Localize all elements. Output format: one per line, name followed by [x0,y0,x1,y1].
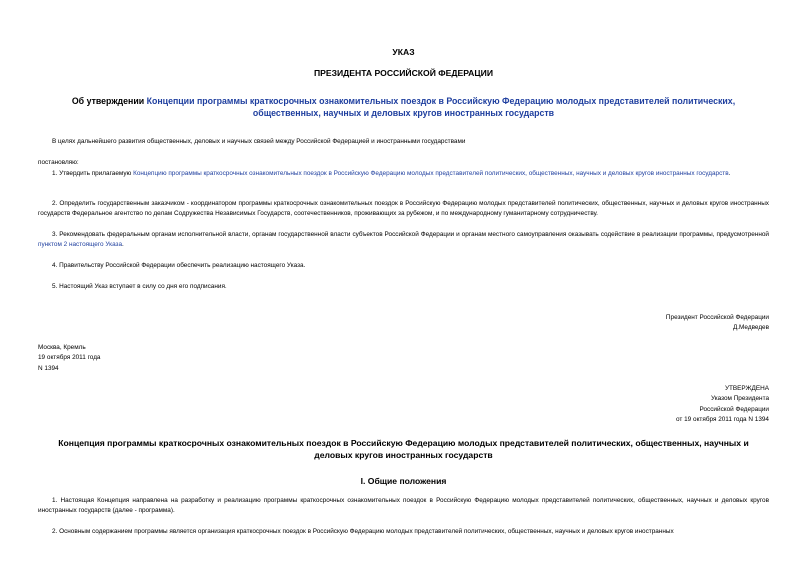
signature-name: Д.Медведев [732,324,769,332]
concept-paragraph-2: 2. Основным содержанием программы является организация краткосрочных поездок в Российскую Федерацию молодых представителей политических, общественных, научных и деловых кругов иностранных [52,528,674,535]
signing-date: 19 октября 2011 года [38,354,101,362]
item-1-suffix: . [728,170,731,177]
approval-line-1: УТВЕРЖДЕНА [724,385,769,392]
signature-position: Президент Российской Федерации [665,314,769,321]
concept-title: Концепция программы краткосрочных ознакомительных поездок в Российскую Федерацию молодых представителей политических, общественных, научных и деловых кругов иностранных государств [58,438,749,460]
item-1-prefix: 1. Утвердить прилагаемую [52,170,134,177]
document-title: УКАЗ [392,47,415,57]
decree-word: постановляю: [38,159,79,166]
document-issuer: ПРЕЗИДЕНТА РОССИЙСКОЙ ФЕДЕРАЦИИ [313,68,494,78]
item-2-paragraph: 2. Определить государственным заказчиком - координатором программы краткосрочных ознакомительных поездок в Российскую Федерацию молодых представителей политических, общественных, научных и деловых кругов иностранных государств Федеральное агентство по делам Содружества Независимых Государств, соотечественников, проживающих за рубежом, и по международному гуманитарному сотрудничеству. [38,200,769,218]
section-title: I. Общие положения [360,476,447,486]
subject-link[interactable]: Концепции программы краткосрочных ознакомительных поездок в Российскую Федерацию молодых представителей политических, общественных, научных и деловых кругов иностранных государств [146,96,736,118]
signature-block [666,313,769,334]
item-3-suffix: . [122,241,124,249]
subject-prefix: Об утверждении [71,96,147,106]
approval-line-2: Указом Президента [710,395,769,403]
item-3-paragraph [38,230,769,251]
approval-line-3: Российской Федерации [699,405,769,413]
item-3-link[interactable]: пунктом 2 настоящего Указа [38,241,123,249]
approval-block [676,384,769,425]
approval-line-4: от 19 октября 2011 года N 1394 [676,415,769,423]
item-4-paragraph: 4. Правительству Российской Федерации обеспечить реализацию настоящего Указа. [52,262,306,269]
item-5-paragraph: 5. Настоящий Указ вступает в силу со дня его подписания. [52,283,227,290]
preamble-paragraph: В целях дальнейшего развития общественных, деловых и научных связей между Российской Федерацией и иностранными государствами [52,138,466,145]
item-1-paragraph [38,169,769,179]
concept-paragraph-1: 1. Настоящая Концепция направлена на разработку и реализацию программы краткосрочных ознакомительных поездок в Российскую Федерацию молодых представителей политических, общественных, научных и деловых кругов иностранных государств (далее - программа). [38,497,769,515]
document-subject [46,95,761,119]
decree-number: N 1394 [38,364,59,372]
signing-place: Москва, Кремль [38,344,86,351]
item-3-prefix: 3. Рекомендовать федеральным органам исполнительной власти, органам государственной власти субъектов Российской Федерации и органам местного самоуправления оказывать содействие в реализации программы, предусмотренной [52,231,769,238]
item-1-link[interactable]: Концепцию программы краткосрочных ознакомительных поездок в Российскую Федерацию молодых представителей политических, общественных, научных и деловых кругов иностранных государств [133,170,729,177]
place-date-block [38,343,100,374]
